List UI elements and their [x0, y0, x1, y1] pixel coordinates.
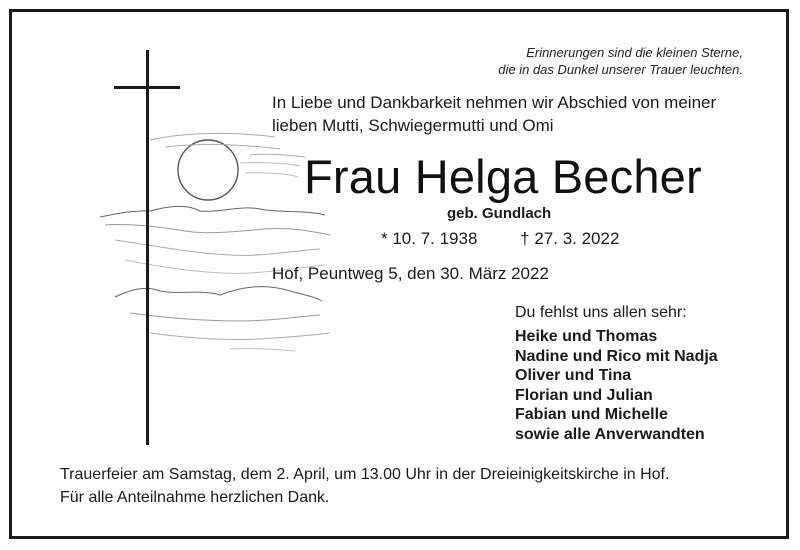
- funeral-service-info: [60, 463, 669, 509]
- mourner-name: Fabian und Michelle: [515, 406, 668, 424]
- intro-line: lieben Mutti, Schwiegermutti und Omi: [272, 116, 554, 135]
- motto-line: die in das Dunkel unserer Trauer leuchten.: [498, 62, 743, 77]
- memorial-motto: [498, 44, 743, 78]
- mourner-name: Oliver und Tina: [515, 367, 632, 385]
- motto-line: Erinnerungen sind die kleinen Sterne,: [526, 45, 743, 60]
- mourners-heading: Du fehlst uns allen sehr:: [515, 304, 687, 321]
- maiden-name: geb. Gundlach: [447, 205, 552, 222]
- death-date: † 27. 3. 2022: [520, 229, 620, 248]
- birth-date: * 10. 7. 1938: [381, 229, 478, 248]
- mourner-name: Nadine und Rico mit Nadja: [515, 347, 718, 365]
- mourner-name: Florian und Julian: [515, 386, 653, 404]
- thanks-line: Für alle Anteilnahme herzlichen Dank.: [60, 489, 330, 506]
- place-and-date: Hof, Peuntweg 5, den 30. März 2022: [272, 264, 549, 283]
- mourners-list: [515, 327, 718, 445]
- deceased-name: Frau Helga Becher: [304, 150, 702, 203]
- life-dates: [381, 229, 619, 249]
- intro-line: In Liebe und Dankbarkeit nehmen wir Abschied von meiner: [272, 93, 717, 112]
- cross-vertical-beam: [146, 50, 149, 445]
- mourner-name: Heike und Thomas: [515, 328, 658, 345]
- mourner-name: sowie alle Anverwandten: [515, 425, 705, 443]
- farewell-intro: [272, 91, 716, 137]
- cross-horizontal-beam: [114, 86, 180, 89]
- service-line: Trauerfeier am Samstag, dem 2. April, um 13.00 Uhr in der Dreieinigkeitskirche in Hof.: [60, 466, 670, 483]
- sun-drawing: [178, 140, 238, 200]
